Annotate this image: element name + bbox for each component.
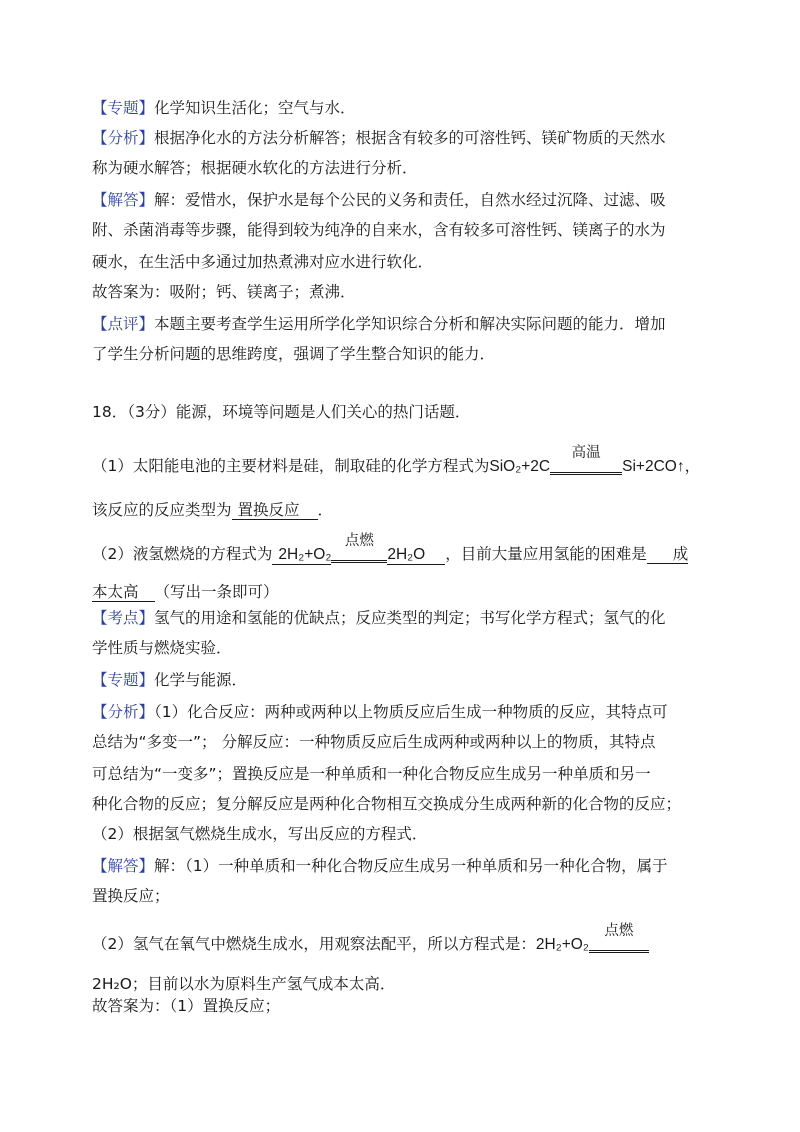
q18-part1-line1	[92, 445, 701, 477]
q17-analysis-1	[92, 128, 666, 148]
part1-line2-pre: 该反应的反应类型为	[92, 501, 232, 519]
q18-part2-line1	[92, 533, 689, 565]
part2-note: （写出一条即可）	[154, 583, 279, 601]
part1-eq-left: SiO₂+2C	[489, 458, 551, 475]
q17-topic	[92, 98, 356, 118]
topic-tag: 【专题】	[92, 99, 155, 117]
answer-blank-difficulty-a: 成	[647, 545, 689, 564]
q17-answer: 故答案为：吸附；钙、镁离子；煮沸．	[92, 283, 356, 301]
solution-line3-text: （2）氢气在氧气中燃烧生成水，用观察法配平，所以方程式是：	[92, 935, 536, 953]
analysis-text: 根据净化水的方法分析解答；根据含有较多的可溶性钙、镁矿物质的天然水	[154, 129, 666, 147]
q17-solution-1	[92, 190, 666, 210]
q17-solution-2: 附、杀菌消毒等步骤，能得到较为纯净的自来水，含有较多可溶性钙、镁离子的水为	[92, 221, 666, 239]
solution-text: 解：爱惜水，保护水是每个公民的义务和责任，自然水经过沉降、过滤、吸	[154, 191, 666, 209]
solution-tag: 【解答】	[92, 857, 155, 875]
topic-tag: 【专题】	[92, 671, 155, 689]
q18-solution-2: 置换反应；	[92, 887, 170, 905]
q17-solution-3: 硬水，在生活中多通过加热煮沸对应水进行软化．	[92, 253, 434, 271]
q18-solution-1	[92, 856, 668, 876]
part1-eq-right: Si+2CO↑，	[622, 458, 701, 475]
q18-keypoint-1	[92, 608, 666, 628]
comment-tag: 【点评】	[92, 315, 155, 333]
topic-text: 化学知识生活化；空气与水．	[154, 99, 356, 117]
reaction-condition-ignite: 点燃	[589, 935, 649, 955]
solution-tag: 【解答】	[92, 191, 155, 209]
topic-text: 化学与能源．	[154, 671, 248, 689]
q18-answer: 故答案为：（1）置换反应；	[92, 997, 281, 1015]
q18-analysis-5: （2）根据氢气燃烧生成水，写出反应的方程式．	[92, 825, 428, 843]
analysis-text: （1）化合反应：两种或两种以上物质反应后生成一种物质的反应，其特点可	[154, 703, 668, 721]
q17-comment-2: 了学生分析问题的思维跨度，强调了学生整合知识的能力．	[92, 345, 496, 363]
q18-analysis-4: 种化合物的反应；复分解反应是两种化合物相互交换成分生成两种新的化合物的反应；	[92, 795, 682, 813]
q18-analysis-2: 总结为“多变一”； 分解反应：一种物质反应后生成两种或两种以上的物质，其特点	[92, 733, 656, 751]
reaction-condition-high-temp: 高温	[550, 457, 622, 477]
q18-solution-4: 2H₂O；目前以水为原料生产氢气成本太高．	[92, 975, 396, 993]
q18-analysis-3: 可总结为“一变多”；置换反应是一种单质和一种化合物反应生成另一种单质和另一	[92, 765, 651, 783]
q18-keypoint-2: 学性质与燃烧实验．	[92, 639, 232, 657]
solution-eq-left: 2H₂+O₂	[535, 936, 589, 953]
part2-eq-left: 2H₂+O₂	[272, 546, 331, 565]
q18-part1-line2	[92, 500, 333, 520]
analysis-tag: 【分析】	[92, 703, 155, 721]
q17-analysis-2: 称为硬水解答；根据硬水软化的方法进行分析．	[92, 159, 418, 177]
answer-blank-reaction-type: 置换反应	[232, 501, 318, 520]
part2-text: （2）液氢燃烧的方程式为	[92, 545, 273, 563]
q18-part2-line2	[92, 582, 279, 602]
keypoint-tag: 【考点】	[92, 609, 155, 627]
q18-stem: 18．（3分）能源，环境等问题是人们关心的热门话题．	[92, 403, 471, 421]
part1-text: （1）太阳能电池的主要材料是硅，制取硅的化学方程式为	[92, 457, 490, 475]
part1-line2-end: ．	[317, 501, 334, 519]
part2-eq-right: 2H₂O	[387, 546, 445, 565]
answer-blank-difficulty-b: 本太高	[92, 583, 155, 602]
analysis-tag: 【分析】	[92, 129, 155, 147]
q18-analysis-1	[92, 702, 668, 722]
keypoint-text: 氢气的用途和氢能的优缺点；反应类型的判定；书写化学方程式；氢气的化	[154, 609, 666, 627]
q18-solution-3	[92, 923, 649, 955]
solution-text: 解：（1）一种单质和一种化合物反应生成另一种单质和另一种化合物，属于	[154, 857, 668, 875]
comment-text: 本题主要考查学生运用所学化学知识综合分析和解决实际问题的能力．增加	[154, 315, 666, 333]
part2-mid: ，目前大量应用氢能的困难是	[445, 545, 647, 563]
q18-topic	[92, 670, 247, 690]
reaction-condition-ignite: 点燃	[331, 545, 387, 565]
q17-comment-1	[92, 314, 666, 334]
